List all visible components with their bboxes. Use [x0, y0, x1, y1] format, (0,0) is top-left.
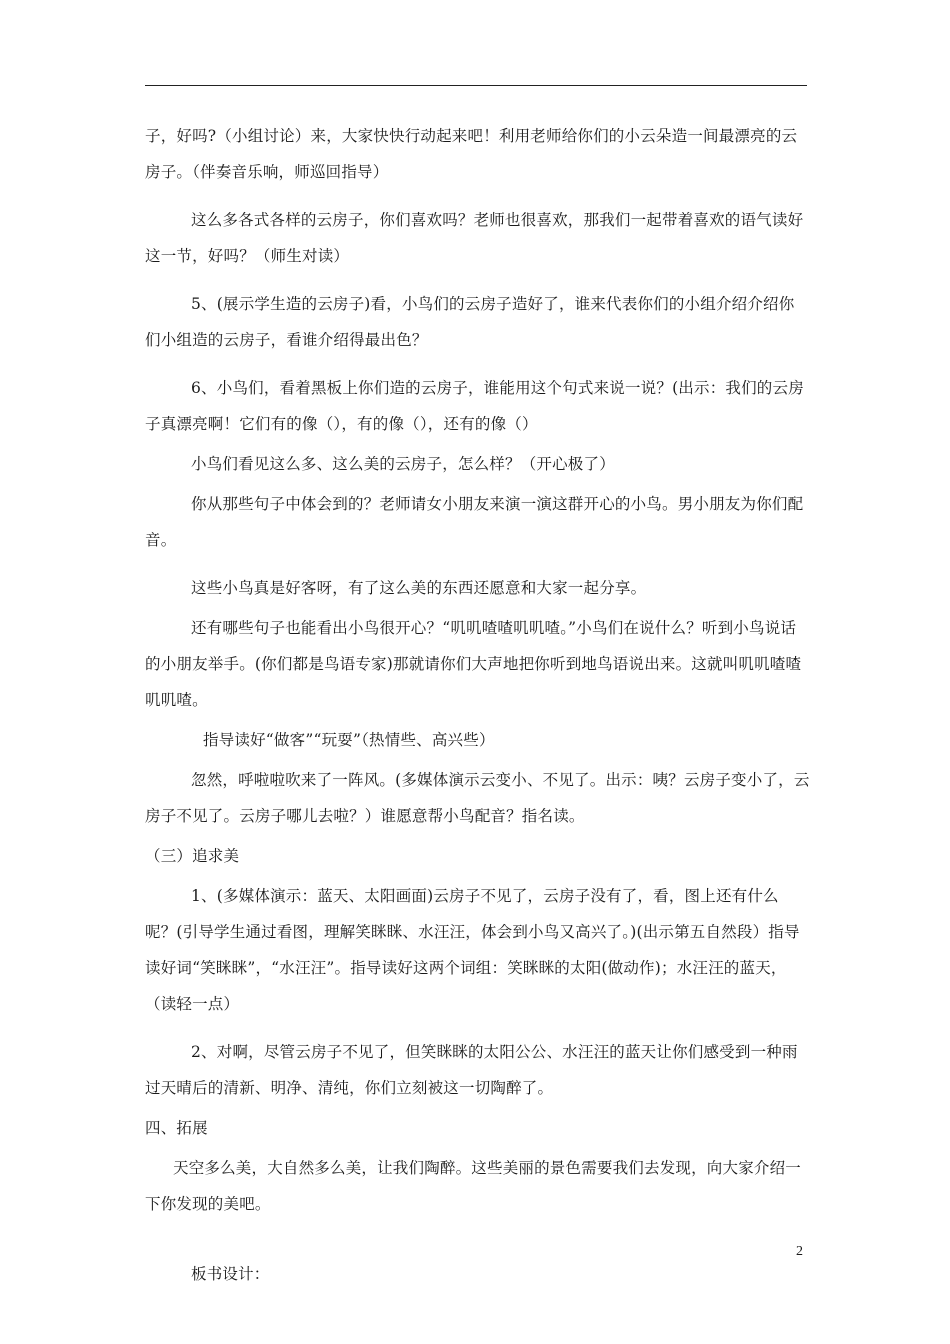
paragraph-step-2: 2、对啊，尽管云房子不见了，但笑眯眯的太阳公公、水汪汪的蓝天让你们感受到一种雨过天晴后的清新、明净、清纯，你们立刻被这一切陶醉了。 — [145, 1043, 798, 1097]
paragraph-step-5: 5、(展示学生造的云房子)看，小鸟们的云房子造好了，谁来代表你们的小组介绍介绍你们小组造的云房子，看谁介绍得最出色？ — [145, 295, 795, 349]
paragraph: 忽然，呼啦啦吹来了一阵风。(多媒体演示云变小、不见了。出示：咦？云房子变小了，云房子不见了。云房子哪儿去啦？）谁愿意帮小鸟配音？指名读。 — [145, 771, 810, 825]
page-number: 2 — [796, 1244, 803, 1259]
section-heading: （三）追求美 — [145, 847, 240, 865]
board-design-label: 板书设计： — [191, 1265, 270, 1283]
paragraph: 还有哪些句子也能看出小鸟很开心？“叽叽喳喳叽叽喳。”小鸟们在说什么？听到小鸟说话的小朋友举手。(你们都是鸟语专家)那就请你们大声地把你听到地鸟语说出来。这就叫叽叽喳喳叽叽喳。 — [145, 619, 802, 709]
spacer — [145, 1234, 810, 1256]
paragraph: 小鸟们看见这么多、这么美的云房子，怎么样？（开心极了） — [191, 455, 615, 473]
section-heading: 四、拓展 — [145, 1119, 208, 1137]
paragraph: 这些小鸟真是好客呀，有了这么美的东西还愿意和大家一起分享。 — [191, 579, 647, 597]
header-rule — [145, 85, 807, 86]
paragraph: 指导读好“做客”“玩耍”（热情些、高兴些） — [203, 731, 495, 749]
paragraph: 这么多各式各样的云房子，你们喜欢吗？老师也很喜欢，那我们一起带着喜欢的语气读好这一节，好吗？（师生对读） — [145, 211, 804, 265]
paragraph-continued: 子，好吗?（小组讨论）来，大家快快行动起来吧！利用老师给你们的小云朵造一间最漂亮的云房子。（伴奏音乐响，师巡回指导） — [145, 127, 798, 181]
paragraph-step-1: 1、(多媒体演示：蓝天、太阳画面)云房子不见了，云房子没有了，看，图上还有什么呢？(引导学生通过看图，理解笑眯眯、水汪汪，体会到小鸟又高兴了。)(出示第五自然段）指导读好词“笑眯眯”，“水汪汪”。指导读好这两个词组：笑眯眯的太阳(做动作)；水汪汪的蓝天，（读轻一点） — [145, 887, 800, 1013]
paragraph: 天空多么美，大自然多么美，让我们陶醉。这些美丽的景色需要我们去发现，向大家介绍一下你发现的美吧。 — [145, 1159, 802, 1213]
paragraph-step-6: 6、小鸟们，看着黑板上你们造的云房子，谁能用这个句式来说一说？(出示：我们的云房子真漂亮啊！它们有的像（），有的像（），还有的像（） — [145, 379, 804, 433]
paragraph: 你从那些句子中体会到的？老师请女小朋友来演一演这群开心的小鸟。男小朋友为你们配音。 — [145, 495, 804, 549]
document-body — [145, 118, 810, 1304]
